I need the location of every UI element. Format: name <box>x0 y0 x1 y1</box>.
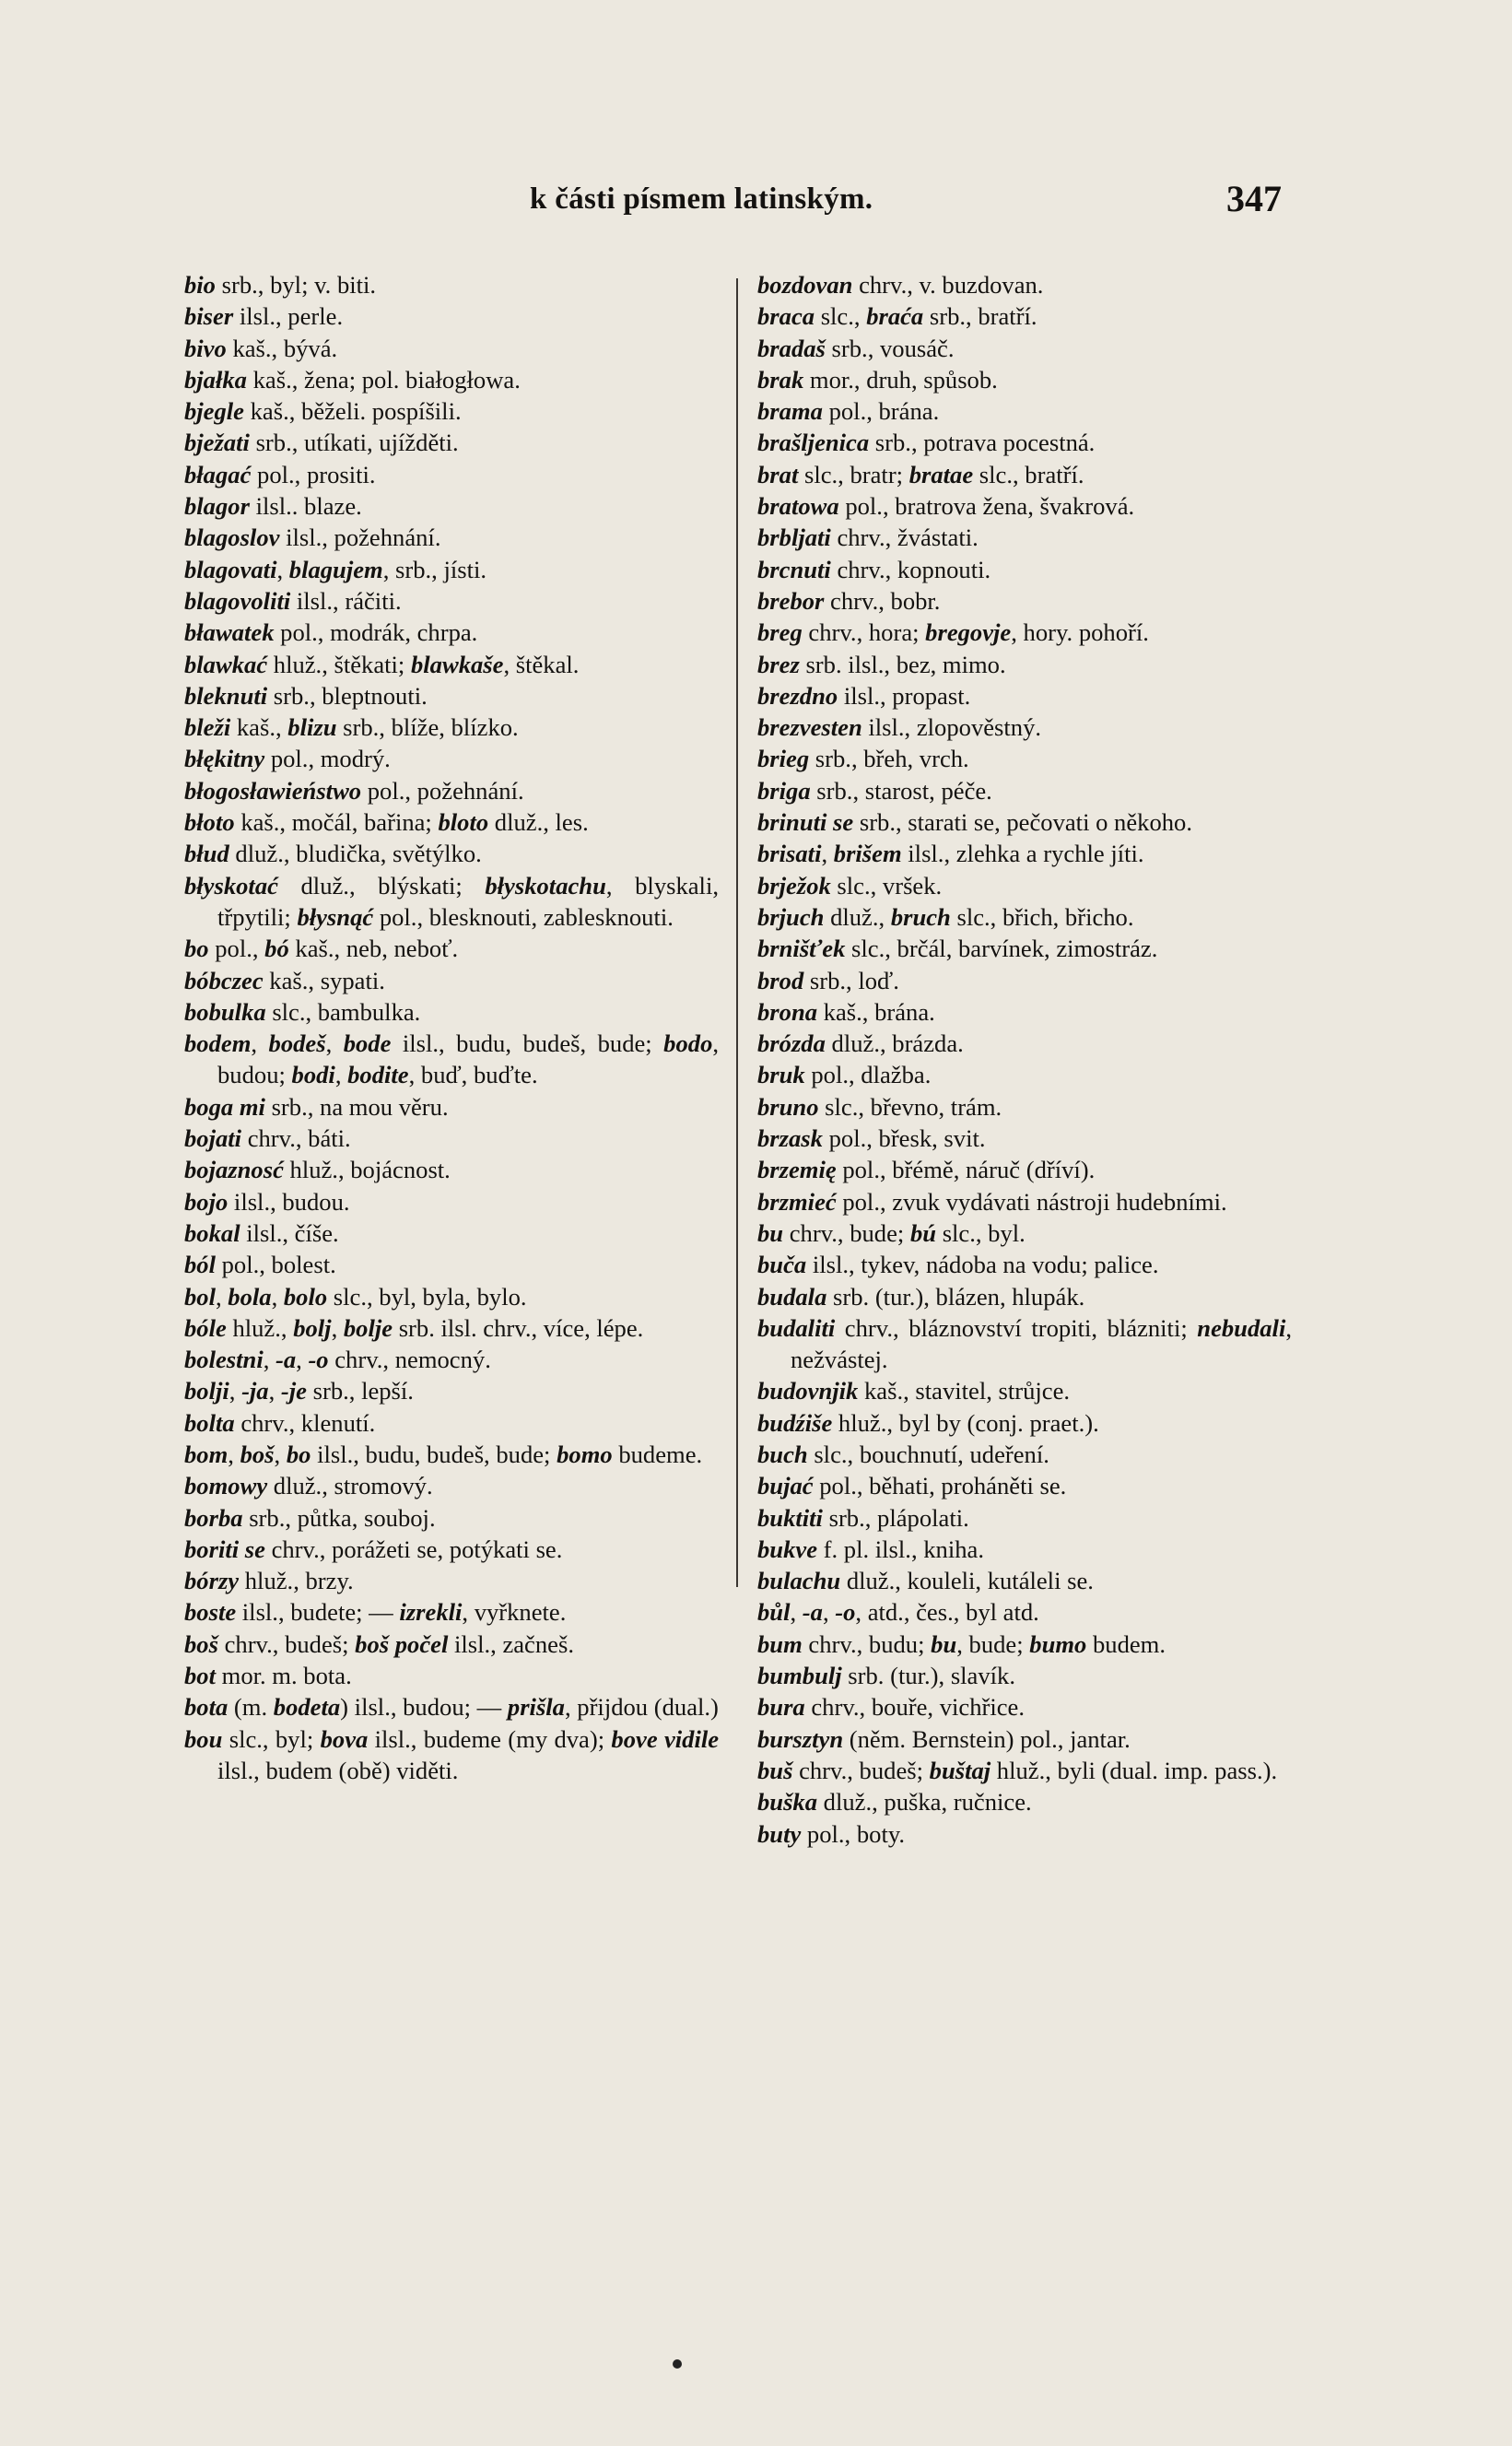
dictionary-entry: bura chrv., bouře, vichřice. <box>757 1693 1025 1722</box>
dictionary-entry: bleži kaš., blizu srb., blíže, blízko. <box>184 713 519 742</box>
dictionary-entry: bradaš srb., vousáč. <box>757 334 955 362</box>
dictionary-entry: budaliti chrv., bláznovství tropiti, blázniti; nebudali, nežvástej. <box>757 1313 1292 1374</box>
running-head: k části písmem latinským. <box>530 182 873 216</box>
dictionary-entry: bokal ilsl., číše. <box>184 1218 339 1247</box>
dictionary-entry: brez srb. ilsl., bez, mimo. <box>757 650 1006 678</box>
dictionary-entry: blagovati, blagujem, srb., jísti. <box>184 555 487 583</box>
dictionary-entry: budala srb. (tur.), blázen, hlupák. <box>757 1282 1085 1311</box>
dictionary-entry: bórzy hluž., brzy. <box>184 1567 354 1595</box>
dictionary-entry: brod srb., loď. <box>757 966 899 994</box>
dictionary-entry: bolta chrv., klenutí. <box>184 1408 376 1437</box>
dictionary-entry: bojo ilsl., budou. <box>184 1187 350 1216</box>
dictionary-entry: bukve f. pl. ilsl., kniha. <box>757 1535 984 1563</box>
dictionary-entry: bjałka kaš., žena; pol. białogłowa. <box>184 365 521 394</box>
dictionary-entry: brzemię pol., břémě, náruč (dříví). <box>757 1156 1096 1184</box>
dictionary-entry: ból pol., bolest. <box>184 1251 336 1279</box>
dictionary-entry: bum chrv., budu; bu, bude; bumo budem. <box>757 1629 1166 1658</box>
dictionary-entry: borba srb., půtka, souboj. <box>184 1503 436 1532</box>
dictionary-entry: błękitny pol., modrý. <box>184 745 391 773</box>
dictionary-entry: brbljati chrv., žvástati. <box>757 523 979 552</box>
dictionary-entry: błoto kaš., močál, bařina; bloto dluž., les. <box>184 808 589 837</box>
dictionary-entry: brzask pol., břesk, svit. <box>757 1124 986 1153</box>
dictionary-entry: brebor chrv., bobr. <box>757 586 941 615</box>
dictionary-entry: briga srb., starost, péče. <box>757 776 992 805</box>
dictionary-entry: bol, bola, bolo slc., byl, byla, bylo. <box>184 1282 527 1311</box>
dictionary-entry: brježok slc., vršek. <box>757 871 943 900</box>
dictionary-entry: bota (m. bodeta) ilsl., budou; — prišla, přijdou (dual.) <box>184 1693 719 1722</box>
dictionary-entry: błyskotać dluž., blýskati; błyskotachu, blyskali, třpytili; błysnąć pol., blesknouti, zablesknouti. <box>184 871 719 931</box>
dictionary-entry: blawkać hluž., štěkati; blawkaše, štěkal. <box>184 650 580 678</box>
dictionary-entry: bobulka slc., bambulka. <box>184 997 421 1026</box>
dictionary-entry: boš chrv., budeš; boš počel ilsl., začneš. <box>184 1629 574 1658</box>
dictionary-entry: brak mor., druh, spůsob. <box>757 365 998 394</box>
dictionary-entry: bławatek pol., modrák, chrpa. <box>184 618 478 647</box>
dictionary-entry: buktiti srb., plápolati. <box>757 1503 969 1532</box>
dictionary-entry: blagor ilsl.. blaze. <box>184 492 362 521</box>
dictionary-entry: blagovoliti ilsl., ráčiti. <box>184 586 402 615</box>
dictionary-entry: bo pol., bó kaš., neb, neboť. <box>184 935 459 963</box>
dictionary-entry: bóbczec kaš., sypati. <box>184 966 385 994</box>
dictionary-entry: budovnjik kaš., stavitel, strůjce. <box>757 1377 1071 1405</box>
dictionary-entry: bratowa pol., bratrova žena, švakrová. <box>757 492 1135 521</box>
dictionary-entry: brinuti se srb., starati se, pečovati o někoho. <box>757 808 1192 837</box>
dictionary-entry: brašljenica srb., potrava pocestná. <box>757 429 1096 457</box>
dictionary-entry: bježati srb., utíkati, ujížděti. <box>184 429 459 457</box>
dictionary-entry: brózda dluž., brázda. <box>757 1029 964 1058</box>
dictionary-entry: buča ilsl., tykev, nádoba na vodu; palice. <box>757 1251 1159 1279</box>
dictionary-entry: bozdovan chrv., v. buzdovan. <box>757 271 1044 299</box>
dictionary-entry: brieg srb., břeh, vrch. <box>757 745 969 773</box>
dictionary-entry: breg chrv., hora; bregovje, hory. pohoří. <box>757 618 1149 647</box>
dictionary-entry: bivo kaš., bývá. <box>184 334 338 362</box>
page-number: 347 <box>1226 178 1282 219</box>
dictionary-entry: błud dluž., bludička, světýlko. <box>184 840 482 868</box>
dictionary-entry: boste ilsl., budete; — izrekli, vyřknete. <box>184 1598 567 1627</box>
dictionary-entry: bio srb., byl; v. biti. <box>184 271 377 299</box>
dictionary-entry: brona kaš., brána. <box>757 997 935 1026</box>
dictionary-entry: brzmieć pol., zvuk vydávati nástroji hudebními. <box>757 1187 1227 1216</box>
dictionary-entry: blagoslov ilsl., požehnání. <box>184 523 441 552</box>
dictionary-entry: bou slc., byl; bova ilsl., budeme (my dva); bove vidile ilsl., budem (obě) viděti. <box>184 1724 720 1784</box>
printer-mark <box>673 2359 682 2369</box>
dictionary-entry: bursztyn (něm. Bernstein) pol., jantar. <box>757 1724 1131 1753</box>
dictionary-entry: buty pol., boty. <box>757 1819 906 1848</box>
dictionary-entry: budźiše hluž., byl by (conj. praet.). <box>757 1408 1099 1437</box>
dictionary-entry: błagać pol., prositi. <box>184 460 376 488</box>
dictionary-entry: boga mi srb., na mou věru. <box>184 1092 449 1121</box>
dictionary-entry: bot mor. m. bota. <box>184 1662 352 1690</box>
dictionary-entry: bruk pol., dlažba. <box>757 1061 932 1089</box>
dictionary-entry: bulachu dluž., kouleli, kutáleli se. <box>757 1567 1094 1595</box>
dictionary-entry: braca slc., braća srb., bratří. <box>757 302 1037 331</box>
dictionary-entry: bůl, -a, -o, atd., čes., byl atd. <box>757 1598 1039 1627</box>
dictionary-entry: biser ilsl., perle. <box>184 302 344 331</box>
page-header <box>0 178 1512 227</box>
dictionary-entry: bleknuti srb., bleptnouti. <box>184 681 428 710</box>
dictionary-entry: bodem, bodeš, bode ilsl., budu, budeš, bude; bodo, budou; bodi, bodite, buď, buďte. <box>184 1029 720 1089</box>
dictionary-entry: bojaznosć hluž., bojácnost. <box>184 1156 451 1184</box>
dictionary-entry: brama pol., brána. <box>757 397 940 426</box>
dictionary-entry: bóle hluž., bolj, bolje srb. ilsl. chrv., více, lépe. <box>184 1313 644 1342</box>
dictionary-entry: bolestni, -a, -o chrv., nemocný. <box>184 1346 491 1374</box>
dictionary-entry: brcnuti chrv., kopnouti. <box>757 555 991 583</box>
dictionary-entry: bolji, -ja, -je srb., lepší. <box>184 1377 414 1405</box>
dictionary-entry: bojati chrv., báti. <box>184 1124 351 1153</box>
dictionary-entry: boriti se chrv., porážeti se, potýkati se. <box>184 1535 563 1563</box>
dictionary-entry: błogosławieństwo pol., požehnání. <box>184 776 524 805</box>
dictionary-entry: buš chrv., budeš; buštaj hluž., byli (dual. imp. pass.). <box>757 1756 1278 1784</box>
dictionary-entry: bujać pol., běhati, proháněti se. <box>757 1472 1067 1500</box>
dictionary-entry: bomowy dluž., stromový. <box>184 1472 433 1500</box>
dictionary-entry: bruno slc., břevno, trám. <box>757 1092 1002 1121</box>
dictionary-entry: brezdno ilsl., propast. <box>757 681 971 710</box>
dictionary-entry: brisati, brišem ilsl., zlehka a rychle jíti. <box>757 840 1144 868</box>
dictionary-entry: bu chrv., bude; bú slc., byl. <box>757 1218 1026 1247</box>
dictionary-entry: bumbulj srb. (tur.), slavík. <box>757 1662 1015 1690</box>
dictionary-entry: buch slc., bouchnutí, udeření. <box>757 1440 1049 1468</box>
dictionary-entry: bjegle kaš., běželi. pospíšili. <box>184 397 462 426</box>
dictionary-entry: brjuch dluž., bruch slc., břich, břicho. <box>757 902 1134 931</box>
dictionary-entry: brnišťek slc., brčál, barvínek, zimostráz. <box>757 935 1158 963</box>
right-column <box>757 269 1292 1850</box>
dictionary-entry: buška dluž., puška, ručnice. <box>757 1788 1032 1817</box>
left-column <box>184 269 719 1786</box>
dictionary-entry: brezvesten ilsl., zlopověstný. <box>757 713 1042 742</box>
dictionary-entry: brat slc., bratr; bratae slc., bratří. <box>757 460 1084 488</box>
dictionary-entry: bom, boš, bo ilsl., budu, budeš, bude; bomo budeme. <box>184 1440 703 1468</box>
column-divider <box>736 278 738 1587</box>
